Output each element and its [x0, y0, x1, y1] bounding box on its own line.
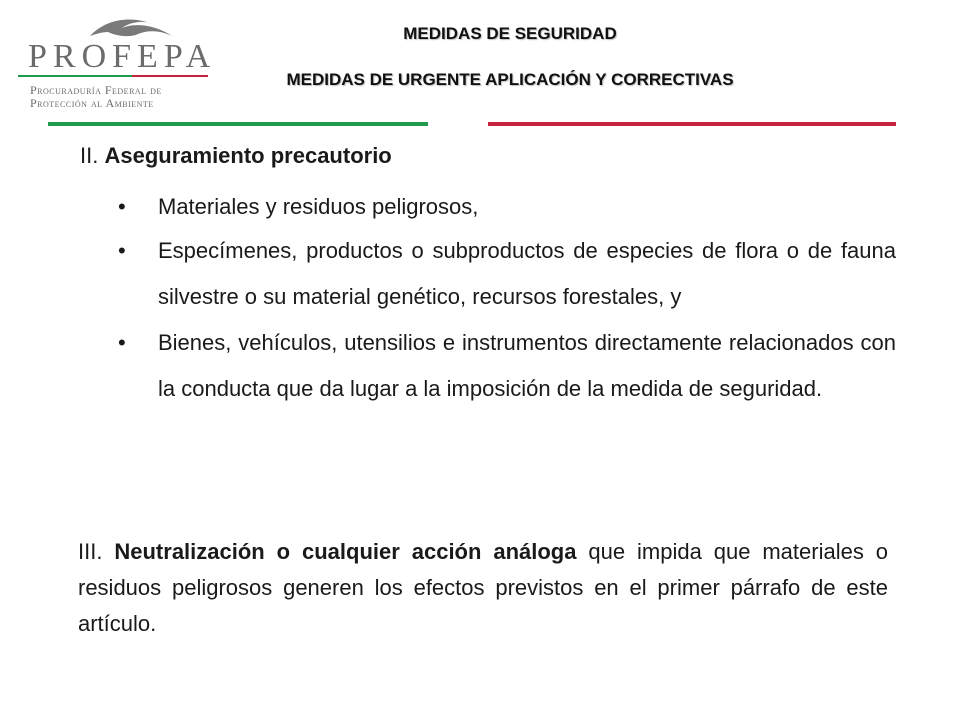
logo-subtitle-line2: Protección al Ambiente — [30, 96, 154, 110]
section-2-list — [118, 184, 896, 412]
divider-red — [488, 122, 896, 126]
bullet-icon: • — [118, 238, 126, 263]
section-3-numeral: III. — [78, 539, 103, 564]
section-3-body: que impida que materiales o residuos peligrosos generen los efectos previstos en el primer párrafo de este artículo. — [78, 539, 888, 636]
section-2-numeral: II. — [80, 143, 99, 168]
divider-green — [48, 122, 428, 126]
logo-wordmark: PROFEPA — [28, 38, 217, 75]
bullet-icon: • — [118, 330, 126, 355]
list-item — [118, 320, 896, 412]
list-item-text: Bienes, vehículos, utensilios e instrumentos directamente relacionados con la conducta que da lugar a la imposición de la medida de seguridad. — [158, 330, 896, 401]
section-3-paragraph — [78, 534, 888, 642]
list-item — [118, 228, 896, 320]
list-item-text: Materiales y residuos peligrosos, — [158, 194, 479, 219]
bullet-icon: • — [118, 194, 126, 219]
page-title: MEDIDAS DE SEGURIDAD — [403, 24, 617, 43]
list-item-text: Especímenes, productos o subproductos de especies de flora o de fauna silvestre o su material genético, recursos forestales, y — [158, 238, 896, 309]
profepa-logo — [12, 8, 217, 110]
section-2-title: Aseguramiento precautorio — [104, 143, 392, 168]
list-item — [118, 184, 896, 230]
logo-subtitle-line1: Procuraduría Federal de — [30, 83, 162, 97]
section-2-heading — [80, 143, 392, 169]
section-3-title: Neutralización o cualquier acción análoga — [114, 539, 577, 564]
page-subtitle: MEDIDAS DE URGENTE APLICACIÓN Y CORRECTIVAS — [286, 70, 734, 89]
